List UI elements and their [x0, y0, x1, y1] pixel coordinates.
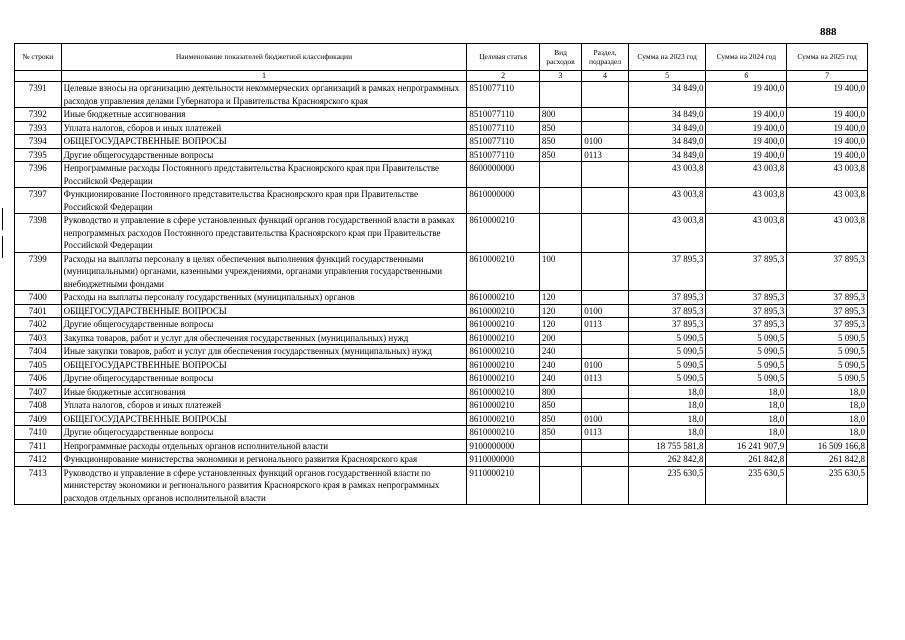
target-article-cell: 8610000210: [467, 331, 539, 345]
sum-2024-cell: 16 241 907,9: [706, 439, 787, 453]
header-sum-2025: Сумма на 2025 год: [787, 44, 868, 71]
row-number-cell: 7408: [15, 399, 62, 413]
indicator-name-cell: Целевые взносы на организацию деятельности некоммерческих организаций в рамках непрограммных расходов управления делами Губернатора и Правительства Красноярского края: [61, 82, 467, 108]
sum-2023-cell: 37 895,3: [628, 318, 706, 332]
section-cell: 0113: [582, 426, 629, 440]
table-row: [15, 291, 868, 305]
expense-type-cell: 120: [539, 318, 581, 332]
row-number-cell: 7402: [15, 318, 62, 332]
section-cell: [582, 291, 629, 305]
indicator-name-cell: Непрограммные расходы Постоянного представительства Красноярского края при Правительстве Российской Федерации: [61, 162, 467, 188]
expense-type-cell: [539, 466, 581, 505]
sum-2025-cell: 37 895,3: [787, 291, 868, 305]
expense-type-cell: 240: [539, 372, 581, 386]
header-expense-type: Вид расходов: [539, 44, 581, 71]
margin-mark: [2, 236, 3, 258]
header-section: Раздел, подраздел: [582, 44, 629, 71]
sum-2025-cell: 43 003,8: [787, 188, 868, 214]
section-cell: [582, 82, 629, 108]
section-cell: 0113: [582, 372, 629, 386]
sum-2023-cell: 5 090,5: [628, 345, 706, 359]
expense-type-cell: [539, 214, 581, 253]
target-article-cell: 9110000210: [467, 466, 539, 505]
indicator-name-cell: Закупка товаров, работ и услуг для обеспечения государственных (муниципальных) нужд: [61, 331, 467, 345]
sum-2023-cell: 18 755 581,8: [628, 439, 706, 453]
table-body: [15, 82, 868, 505]
column-number-cell: 5: [628, 71, 706, 82]
sum-2025-cell: 37 895,3: [787, 318, 868, 332]
row-number-cell: 7400: [15, 291, 62, 305]
row-number-cell: 7393: [15, 121, 62, 135]
expense-type-cell: 240: [539, 358, 581, 372]
sum-2023-cell: 235 630,5: [628, 466, 706, 505]
sum-2025-cell: 19 400,0: [787, 121, 868, 135]
sum-2024-cell: 43 003,8: [706, 214, 787, 253]
sum-2023-cell: 5 090,5: [628, 372, 706, 386]
expense-type-cell: 850: [539, 148, 581, 162]
table-row: [15, 148, 868, 162]
section-cell: [582, 188, 629, 214]
sum-2023-cell: 34 849,0: [628, 108, 706, 122]
row-number-cell: 7403: [15, 331, 62, 345]
sum-2023-cell: 5 090,5: [628, 331, 706, 345]
indicator-name-cell: ОБЩЕГОСУДАРСТВЕННЫЕ ВОПРОСЫ: [61, 412, 467, 426]
section-cell: [582, 121, 629, 135]
sum-2024-cell: 37 895,3: [706, 252, 787, 291]
expense-type-cell: [539, 188, 581, 214]
indicator-name-cell: Руководство и управление в сфере установленных функций органов государственной власти по министерству экономики и регионального развития Красноярского края в рамках непрограммных расходов отдельных органов исполнительной власти: [61, 466, 467, 505]
sum-2024-cell: 37 895,3: [706, 304, 787, 318]
row-number-cell: 7412: [15, 453, 62, 467]
header-sum-2024: Сумма на 2024 год: [706, 44, 787, 71]
section-cell: [582, 385, 629, 399]
sum-2025-cell: 261 842,8: [787, 453, 868, 467]
header-indicator-name: Наименование показателей бюджетной классификации: [61, 44, 467, 71]
table-row: [15, 453, 868, 467]
section-cell: 0113: [582, 148, 629, 162]
expense-type-cell: 100: [539, 252, 581, 291]
column-number-cell: [15, 71, 62, 82]
sum-2024-cell: 19 400,0: [706, 82, 787, 108]
target-article-cell: 8600000000: [467, 162, 539, 188]
sum-2023-cell: 37 895,3: [628, 291, 706, 305]
expense-type-cell: 120: [539, 291, 581, 305]
budget-table: [14, 43, 868, 505]
indicator-name-cell: Уплата налогов, сборов и иных платежей: [61, 121, 467, 135]
sum-2023-cell: 18,0: [628, 426, 706, 440]
sum-2023-cell: 34 849,0: [628, 148, 706, 162]
expense-type-cell: 850: [539, 412, 581, 426]
section-cell: [582, 453, 629, 467]
row-number-cell: 7399: [15, 252, 62, 291]
table-row: [15, 345, 868, 359]
expense-type-cell: 240: [539, 345, 581, 359]
section-cell: 0100: [582, 135, 629, 149]
sum-2023-cell: 43 003,8: [628, 162, 706, 188]
section-cell: 0113: [582, 318, 629, 332]
row-number-cell: 7406: [15, 372, 62, 386]
sum-2024-cell: 5 090,5: [706, 372, 787, 386]
expense-type-cell: [539, 453, 581, 467]
sum-2024-cell: 43 003,8: [706, 188, 787, 214]
sum-2025-cell: 18,0: [787, 399, 868, 413]
sum-2025-cell: 43 003,8: [787, 162, 868, 188]
sum-2025-cell: 19 400,0: [787, 82, 868, 108]
row-number-cell: 7413: [15, 466, 62, 505]
column-number-cell: 4: [582, 71, 629, 82]
expense-type-cell: 850: [539, 426, 581, 440]
target-article-cell: 8610000210: [467, 291, 539, 305]
column-number-cell: 3: [539, 71, 581, 82]
sum-2024-cell: 43 003,8: [706, 162, 787, 188]
target-article-cell: 8610000210: [467, 412, 539, 426]
table-row: [15, 214, 868, 253]
row-number-cell: 7398: [15, 214, 62, 253]
section-cell: [582, 331, 629, 345]
sum-2024-cell: 18,0: [706, 426, 787, 440]
expense-type-cell: 800: [539, 385, 581, 399]
sum-2024-cell: 5 090,5: [706, 331, 787, 345]
expense-type-cell: [539, 439, 581, 453]
sum-2023-cell: 5 090,5: [628, 358, 706, 372]
indicator-name-cell: Функционирование Постоянного представительства Красноярского края при Правительстве Российской Федерации: [61, 188, 467, 214]
table-row: [15, 331, 868, 345]
section-cell: [582, 466, 629, 505]
sum-2024-cell: 235 630,5: [706, 466, 787, 505]
sum-2023-cell: 43 003,8: [628, 214, 706, 253]
indicator-name-cell: Расходы на выплаты персоналу в целях обеспечения выполнения функций государственными (муниципальными) органами, казенными учреждениями, органами управления государственными внебюджетными фондами: [61, 252, 467, 291]
sum-2024-cell: 19 400,0: [706, 108, 787, 122]
sum-2023-cell: 37 895,3: [628, 252, 706, 291]
row-number-cell: 7409: [15, 412, 62, 426]
sum-2025-cell: 43 003,8: [787, 214, 868, 253]
sum-2024-cell: 37 895,3: [706, 291, 787, 305]
header-sum-2023: Сумма на 2023 год: [628, 44, 706, 71]
target-article-cell: 8510077110: [467, 148, 539, 162]
sum-2025-cell: 5 090,5: [787, 331, 868, 345]
section-cell: 0100: [582, 358, 629, 372]
sum-2024-cell: 37 895,3: [706, 318, 787, 332]
expense-type-cell: 200: [539, 331, 581, 345]
target-article-cell: 9110000000: [467, 453, 539, 467]
expense-type-cell: [539, 162, 581, 188]
sum-2024-cell: 19 400,0: [706, 121, 787, 135]
target-article-cell: 8610000210: [467, 399, 539, 413]
sum-2023-cell: 43 003,8: [628, 188, 706, 214]
row-number-cell: 7404: [15, 345, 62, 359]
table-row: [15, 412, 868, 426]
sum-2023-cell: 34 849,0: [628, 121, 706, 135]
sum-2023-cell: 37 895,3: [628, 304, 706, 318]
row-number-cell: 7394: [15, 135, 62, 149]
table-row: [15, 188, 868, 214]
sum-2025-cell: 5 090,5: [787, 345, 868, 359]
sum-2024-cell: 19 400,0: [706, 135, 787, 149]
row-number-cell: 7391: [15, 82, 62, 108]
sum-2024-cell: 18,0: [706, 385, 787, 399]
indicator-name-cell: Иные бюджетные ассигнования: [61, 385, 467, 399]
indicator-name-cell: ОБЩЕГОСУДАРСТВЕННЫЕ ВОПРОСЫ: [61, 304, 467, 318]
target-article-cell: 8610000210: [467, 304, 539, 318]
indicator-name-cell: ОБЩЕГОСУДАРСТВЕННЫЕ ВОПРОСЫ: [61, 358, 467, 372]
indicator-name-cell: Другие общегосударственные вопросы: [61, 372, 467, 386]
sum-2025-cell: 19 400,0: [787, 135, 868, 149]
section-cell: 0100: [582, 304, 629, 318]
indicator-name-cell: Иные бюджетные ассигнования: [61, 108, 467, 122]
section-cell: [582, 345, 629, 359]
row-number-cell: 7392: [15, 108, 62, 122]
table-row: [15, 439, 868, 453]
expense-type-cell: 850: [539, 121, 581, 135]
sum-2025-cell: 19 400,0: [787, 108, 868, 122]
table-row: [15, 426, 868, 440]
indicator-name-cell: Другие общегосударственные вопросы: [61, 318, 467, 332]
column-number-cell: 1: [61, 71, 467, 82]
table-row: [15, 252, 868, 291]
row-number-cell: 7395: [15, 148, 62, 162]
sum-2025-cell: 18,0: [787, 426, 868, 440]
column-number-cell: 6: [706, 71, 787, 82]
indicator-name-cell: Расходы на выплаты персоналу государственных (муниципальных) органов: [61, 291, 467, 305]
expense-type-cell: 850: [539, 399, 581, 413]
indicator-name-cell: Уплата налогов, сборов и иных платежей: [61, 399, 467, 413]
sum-2024-cell: 5 090,5: [706, 358, 787, 372]
target-article-cell: 8510077110: [467, 121, 539, 135]
sum-2025-cell: 18,0: [787, 412, 868, 426]
target-article-cell: 8610000210: [467, 252, 539, 291]
header-target-article: Целевая статья: [467, 44, 539, 71]
sum-2024-cell: 19 400,0: [706, 148, 787, 162]
sum-2025-cell: 5 090,5: [787, 358, 868, 372]
sum-2025-cell: 19 400,0: [787, 148, 868, 162]
row-number-cell: 7411: [15, 439, 62, 453]
indicator-name-cell: Непрограммные расходы отдельных органов исполнительной власти: [61, 439, 467, 453]
section-cell: [582, 162, 629, 188]
header-row: [15, 44, 868, 71]
sum-2025-cell: 235 630,5: [787, 466, 868, 505]
sum-2025-cell: 16 509 166,8: [787, 439, 868, 453]
table-row: [15, 304, 868, 318]
sum-2023-cell: 262 842,8: [628, 453, 706, 467]
section-cell: [582, 108, 629, 122]
sum-2025-cell: 37 895,3: [787, 304, 868, 318]
margin-mark: [2, 208, 3, 230]
target-article-cell: 8510077110: [467, 82, 539, 108]
sum-2024-cell: 261 842,8: [706, 453, 787, 467]
section-cell: [582, 214, 629, 253]
target-article-cell: 8610000210: [467, 372, 539, 386]
sum-2024-cell: 18,0: [706, 412, 787, 426]
row-number-cell: 7407: [15, 385, 62, 399]
target-article-cell: 8510077110: [467, 135, 539, 149]
table-row: [15, 372, 868, 386]
sum-2025-cell: 37 895,3: [787, 252, 868, 291]
table-row: [15, 162, 868, 188]
column-number-row: [15, 71, 868, 82]
table-row: [15, 82, 868, 108]
target-article-cell: 8610000210: [467, 214, 539, 253]
table-row: [15, 318, 868, 332]
table-row: [15, 385, 868, 399]
target-article-cell: 8610000210: [467, 385, 539, 399]
section-cell: [582, 252, 629, 291]
sum-2024-cell: 18,0: [706, 399, 787, 413]
target-article-cell: 8610000210: [467, 318, 539, 332]
column-number-cell: 2: [467, 71, 539, 82]
indicator-name-cell: Руководство и управление в сфере установленных функций органов государственной власти в рамках непрограммных расходов Постоянного представительства Красноярского края при Правительстве Российской Федерации: [61, 214, 467, 253]
sum-2023-cell: 34 849,0: [628, 82, 706, 108]
target-article-cell: 8610000210: [467, 345, 539, 359]
header-row-number: № строки: [15, 44, 62, 71]
row-number-cell: 7396: [15, 162, 62, 188]
target-article-cell: 8610000210: [467, 358, 539, 372]
section-cell: [582, 399, 629, 413]
row-number-cell: 7405: [15, 358, 62, 372]
table-row: [15, 399, 868, 413]
table-row: [15, 135, 868, 149]
target-article-cell: 9100000000: [467, 439, 539, 453]
sum-2025-cell: 18,0: [787, 385, 868, 399]
expense-type-cell: 850: [539, 135, 581, 149]
expense-type-cell: [539, 82, 581, 108]
indicator-name-cell: ОБЩЕГОСУДАРСТВЕННЫЕ ВОПРОСЫ: [61, 135, 467, 149]
row-number-cell: 7401: [15, 304, 62, 318]
expense-type-cell: 800: [539, 108, 581, 122]
indicator-name-cell: Иные закупки товаров, работ и услуг для обеспечения государственных (муниципальных) нужд: [61, 345, 467, 359]
sum-2023-cell: 34 849,0: [628, 135, 706, 149]
table-row: [15, 358, 868, 372]
indicator-name-cell: Другие общегосударственные вопросы: [61, 426, 467, 440]
table-row: [15, 121, 868, 135]
expense-type-cell: 120: [539, 304, 581, 318]
target-article-cell: 8510077110: [467, 108, 539, 122]
section-cell: [582, 439, 629, 453]
sum-2025-cell: 5 090,5: [787, 372, 868, 386]
table-row: [15, 466, 868, 505]
sum-2023-cell: 18,0: [628, 385, 706, 399]
indicator-name-cell: Функционирование министерства экономики и регионального развития Красноярского края: [61, 453, 467, 467]
row-number-cell: 7410: [15, 426, 62, 440]
column-number-cell: 7: [787, 71, 868, 82]
page-number: 888: [820, 26, 837, 38]
indicator-name-cell: Другие общегосударственные вопросы: [61, 148, 467, 162]
section-cell: 0100: [582, 412, 629, 426]
sum-2023-cell: 18,0: [628, 412, 706, 426]
table-row: [15, 108, 868, 122]
sum-2024-cell: 5 090,5: [706, 345, 787, 359]
target-article-cell: 8610000210: [467, 426, 539, 440]
sum-2023-cell: 18,0: [628, 399, 706, 413]
target-article-cell: 8610000000: [467, 188, 539, 214]
row-number-cell: 7397: [15, 188, 62, 214]
